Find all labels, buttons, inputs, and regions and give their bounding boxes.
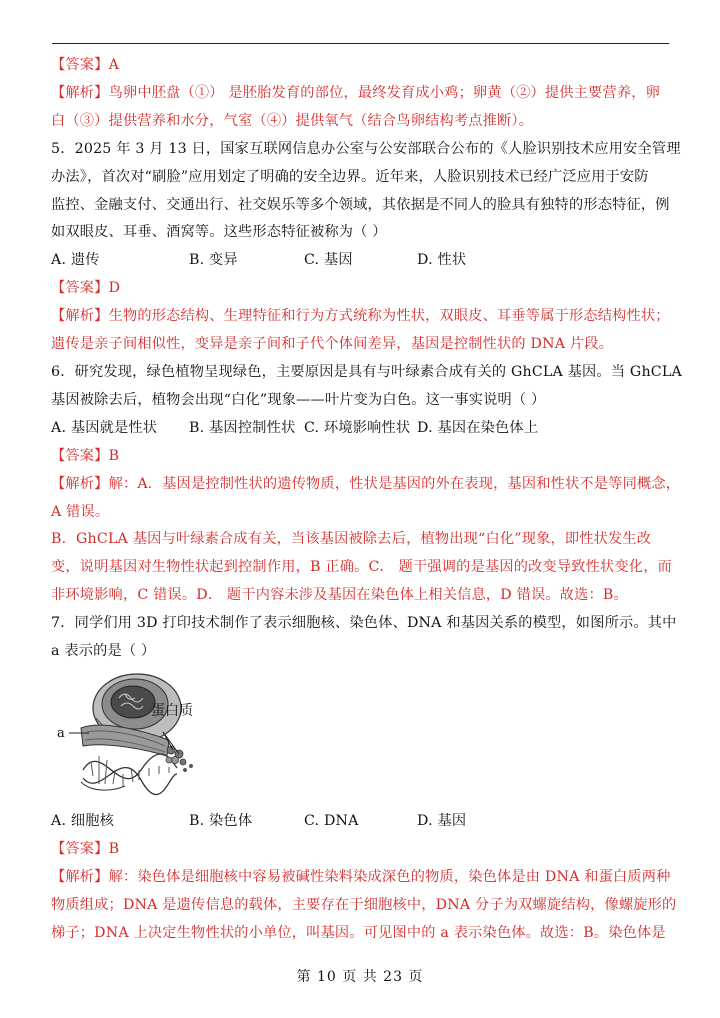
page-number-footer: 第 10 页 共 23 页 xyxy=(296,969,424,985)
q4-answer-line: 【答案】A xyxy=(51,57,120,73)
q7-option-d: D. 基因 xyxy=(417,812,467,829)
q5-analysis-line: 遗传是亲子间相似性，变异是亲子间和子代个体间差异，基因是控制性状的 DNA 片段。 xyxy=(51,336,614,353)
page-content xyxy=(51,52,682,947)
q7-stem-line: 7．同学们用 3D 打印技术制作了表示细胞核、染色体、DNA 和基因关系的模型，如图所示。其中 xyxy=(51,615,677,632)
q6-analysis-line: 变，说明基因对生物性状起到控制作用，B 正确。C． 题干强调的是基因的改变导致性状变化，而 xyxy=(51,559,672,576)
q6-option-d: D. 基因在染色体上 xyxy=(417,419,539,436)
q6-options xyxy=(51,415,671,443)
q5-stem-line: 5．2025 年 3 月 13 日，国家互联网信息办公室与公安部联合公布的《人脸识别技术应用安全管理 xyxy=(51,140,681,157)
q6-analysis-line: 【解析】解：A．基因是控制性状的遗传物质，性状是基因的外在表现，基因和性状不是等同概念， xyxy=(51,475,681,492)
q5-option-c: C. 基因 xyxy=(304,252,353,269)
q5-option-d: D. 性状 xyxy=(417,252,467,269)
q5-stem-line: 办法》，首次对“刷脸”应用划定了明确的安全边界。近年来，人脸识别技术已经广泛应用于安防 xyxy=(51,168,649,185)
protein-beads-drawing xyxy=(166,746,193,772)
q7-option-a: A. 细胞核 xyxy=(51,812,115,829)
q4-analysis-line: 白（③）提供营养和水分，气室（④）提供氧气（结合鸟卵结构考点推断）。 xyxy=(51,112,534,129)
q5-option-b: B. 变异 xyxy=(189,252,238,269)
q6-analysis-line: B．GhCLA 基因与叶绿素合成有关，当该基因被除去后，植物出现“白化”现象，即性状发生改 xyxy=(51,531,652,548)
dna-helix-drawing xyxy=(81,754,177,795)
q6-analysis-line: A 错误。 xyxy=(51,503,110,520)
q7-option-c: C. DNA xyxy=(304,812,359,829)
q7-stem-line: a 表示的是（ ） xyxy=(51,643,156,660)
chromosome-model-figure xyxy=(51,670,671,805)
q7-analysis-line: 梯子；DNA 上决定生物性状的小单位，叫基因。可见图中的 a 表示染色体。故选：B。染色体是 xyxy=(51,924,666,941)
q5-analysis-line: 【解析】生物的形态结构、生理特征和行为方式统称为性状，双眼皮、耳垂等属于形态结构性状； xyxy=(51,308,670,325)
q6-option-b: B. 基因控制性状 xyxy=(189,419,296,436)
q6-option-a: A. 基因就是性状 xyxy=(51,419,158,436)
q6-answer-line: 【答案】B xyxy=(51,447,120,464)
header-rule xyxy=(52,43,669,44)
q6-stem-line: 6．研究发现，绿色植物呈现绿色，主要原因是具有与叶绿素合成有关的 GhCLA 基因。当 GhCLA xyxy=(51,363,682,380)
label-protein: 蛋白质 xyxy=(151,702,193,719)
q5-answer-line: 【答案】D xyxy=(51,280,121,297)
q7-analysis-line: 【解析】解：染色体是细胞核中容易被碱性染料染成深色的物质，染色体是由 DNA 和蛋白质两种 xyxy=(51,868,671,885)
q7-answer-line: 【答案】B xyxy=(51,840,120,857)
q7-option-b: B. 染色体 xyxy=(189,812,253,829)
q6-analysis-line: 非环境影响，C 错误。D． 题干内容未涉及基因在染色体上相关信息，D 错误。故选：B。 xyxy=(51,587,628,604)
q5-option-a: A. 遗传 xyxy=(51,252,100,269)
q5-options xyxy=(51,247,671,275)
q4-analysis-line: 【解析】鸟卵中胚盘（①） 是胚胎发育的部位，最终发育成小鸡；卵黄（②）提供主要营养，卵 xyxy=(51,84,661,101)
q7-options xyxy=(51,808,671,836)
label-a: a xyxy=(57,725,65,741)
q6-stem-line: 基因被除去后，植物会出现“白化”现象——叶片变为白色。这一事实说明（ ） xyxy=(51,391,546,408)
q5-stem-line: 监控、金融支付、交通出行、社交娱乐等多个领域，其依据是不同人的脸具有独特的形态特征，例 xyxy=(51,196,670,213)
q5-stem-line: 如双眼皮、耳垂、酒窝等。这些形态特征被称为（ ） xyxy=(51,224,387,241)
q7-analysis-line: 物质组成；DNA 是遗传信息的载体，主要存在于细胞核中，DNA 分子为双螺旋结构，像螺旋形的 xyxy=(51,896,677,913)
q6-option-c: C. 环境影响性状 xyxy=(304,419,411,436)
nucleus-chromosome-dna-diagram xyxy=(51,670,211,805)
